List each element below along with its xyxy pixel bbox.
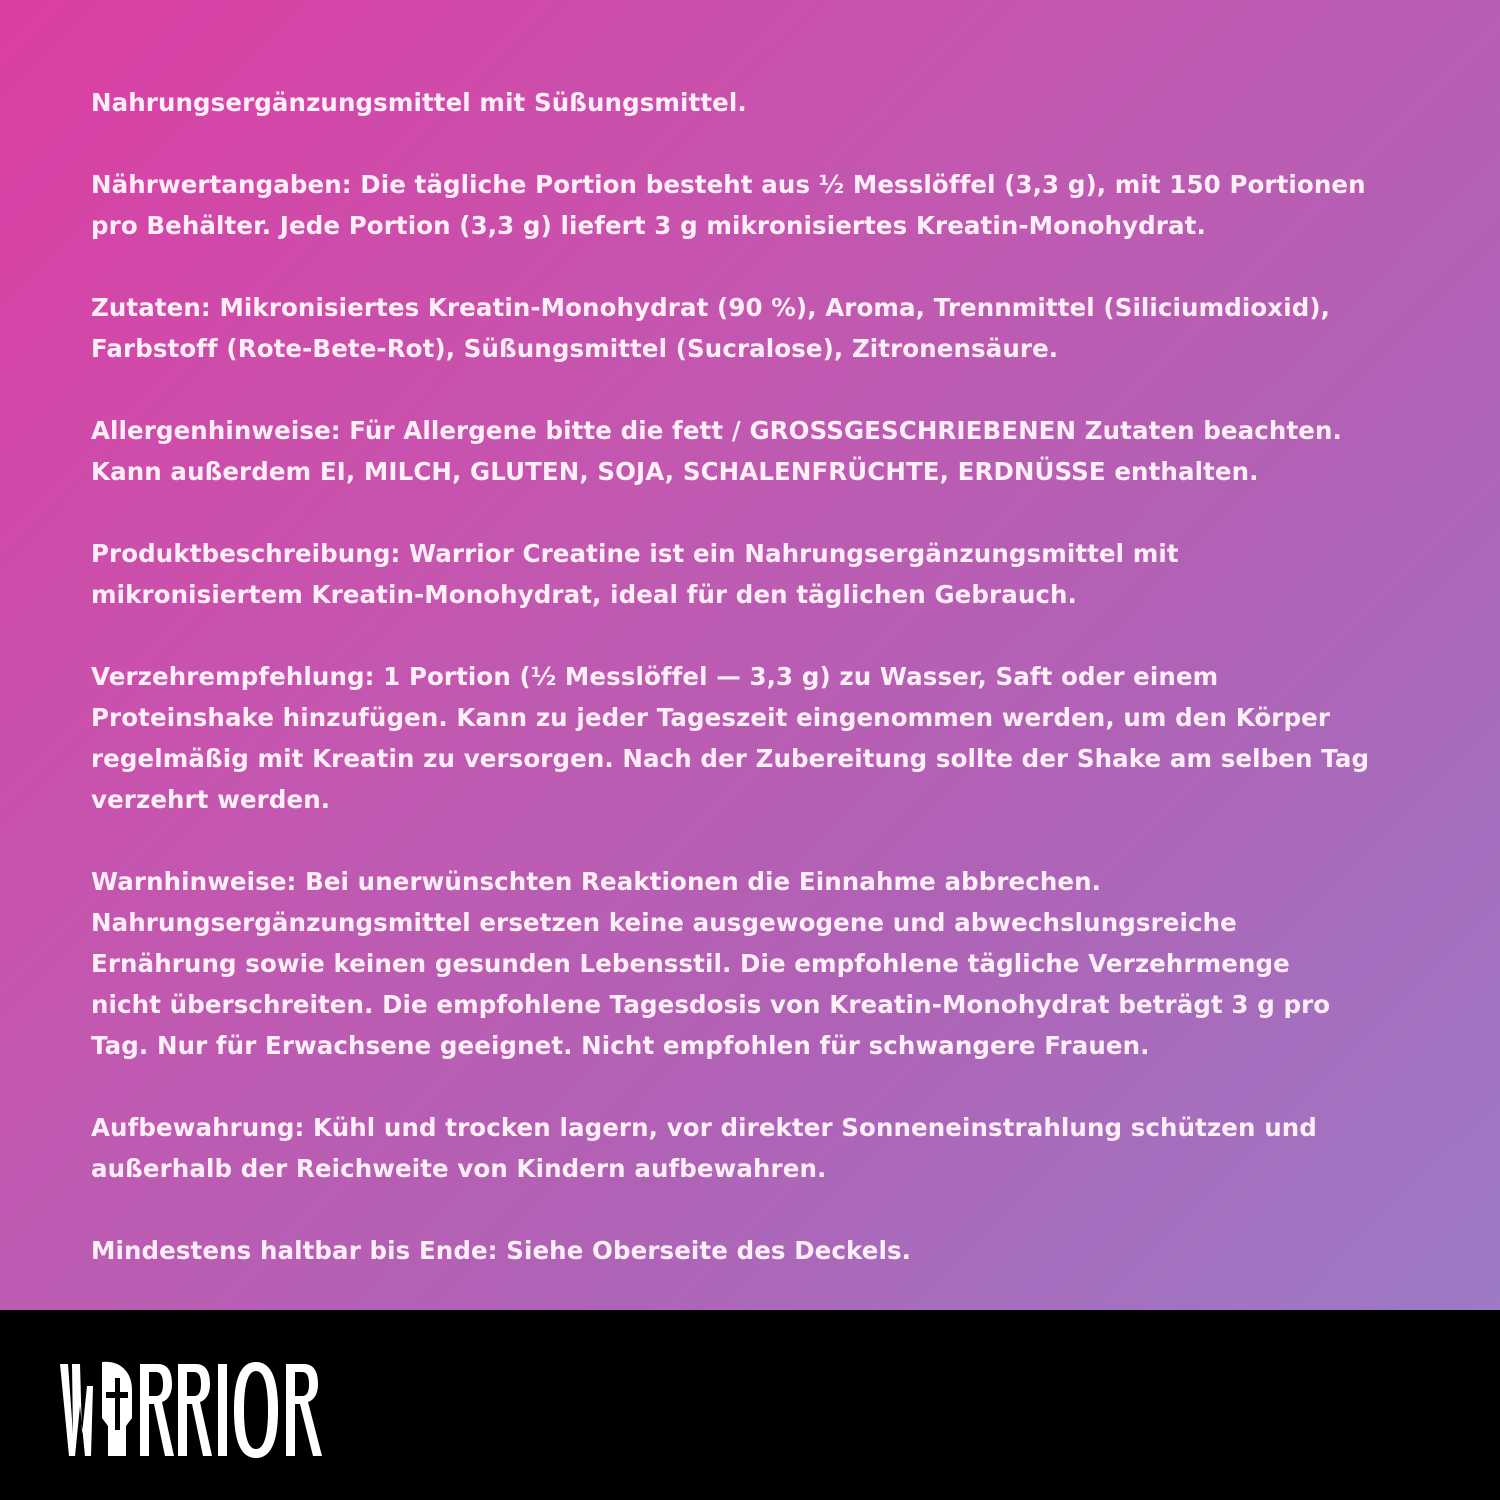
footer-bar xyxy=(0,1310,1500,1500)
label-paragraph-nutrition-info: Nährwertangaben: Die tägliche Portion besteht aus ½ Messlöffel (3,3 g), mit 150 Portionen pro Behälter. Jede Portion (3,3 g) liefert 3 g mikronisiertes Kreatin-Monohydrat. xyxy=(91,170,1366,240)
label-paragraph-ingredients: Zutaten: Mikronisiertes Kreatin-Monohydrat (90 %), Aroma, Trennmittel (Siliciumdioxid), Farbstoff (Rote-Bete-Rot), Süßungsmittel (Sucralose), Zitronensäure. xyxy=(91,293,1331,363)
label-paragraph-supplement-type: Nahrungsergänzungsmittel mit Süßungsmittel. xyxy=(91,88,747,117)
label-paragraph-usage: Verzehrempfehlung: 1 Portion (½ Messlöffel — 3,3 g) zu Wasser, Saft oder einem Proteinshake hinzufügen. Kann zu jeder Tageszeit eingenommen werden, um den Körper regelmäßig mit Kreatin zu versorgen. Nach der Zubereitung sollte der Shake am selben Tag verzehrt werden. xyxy=(91,662,1370,814)
label-paragraph-best-before: Mindestens haltbar bis Ende: Siehe Oberseite des Deckels. xyxy=(91,1236,912,1265)
label-paragraph-allergens: Allergenhinweise: Für Allergene bitte die fett / GROSSGESCHRIEBENEN Zutaten beachten. Kann außerdem EI, MILCH, GLUTEN, SOJA, SCHALENFRÜCHTE, ERDNÜSSE enthalten. xyxy=(91,416,1342,486)
label-paragraph-storage: Aufbewahrung: Kühl und trocken lagern, vor direkter Sonneneinstrahlung schützen und außerhalb der Reichweite von Kindern aufbewahren. xyxy=(91,1113,1317,1183)
warrior-logo xyxy=(60,1356,330,1466)
label-paragraph-warnings: Warnhinweise: Bei unerwünschten Reaktionen die Einnahme abbrechen. Nahrungsergänzungsmittel ersetzen keine ausgewogene und abwechslungsreiche Ernährung sowie keinen gesunden Lebensstil. Die empfohlene tägliche Verzehrmenge nicht überschreiten. Die empfohlene Tagesdosis von Kreatin-Monohydrat beträgt 3 g pro Tag. Nur für Erwachsene geeignet. Nicht empfohlen für schwangere Frauen. xyxy=(91,867,1331,1060)
label-paragraph-description: Produktbeschreibung: Warrior Creatine ist ein Nahrungsergänzungsmittel mit mikronisiertem Kreatin-Monohydrat, ideal für den täglichen Gebrauch. xyxy=(91,539,1179,609)
helmet-icon xyxy=(102,1362,132,1456)
product-label-text xyxy=(91,82,1421,1271)
